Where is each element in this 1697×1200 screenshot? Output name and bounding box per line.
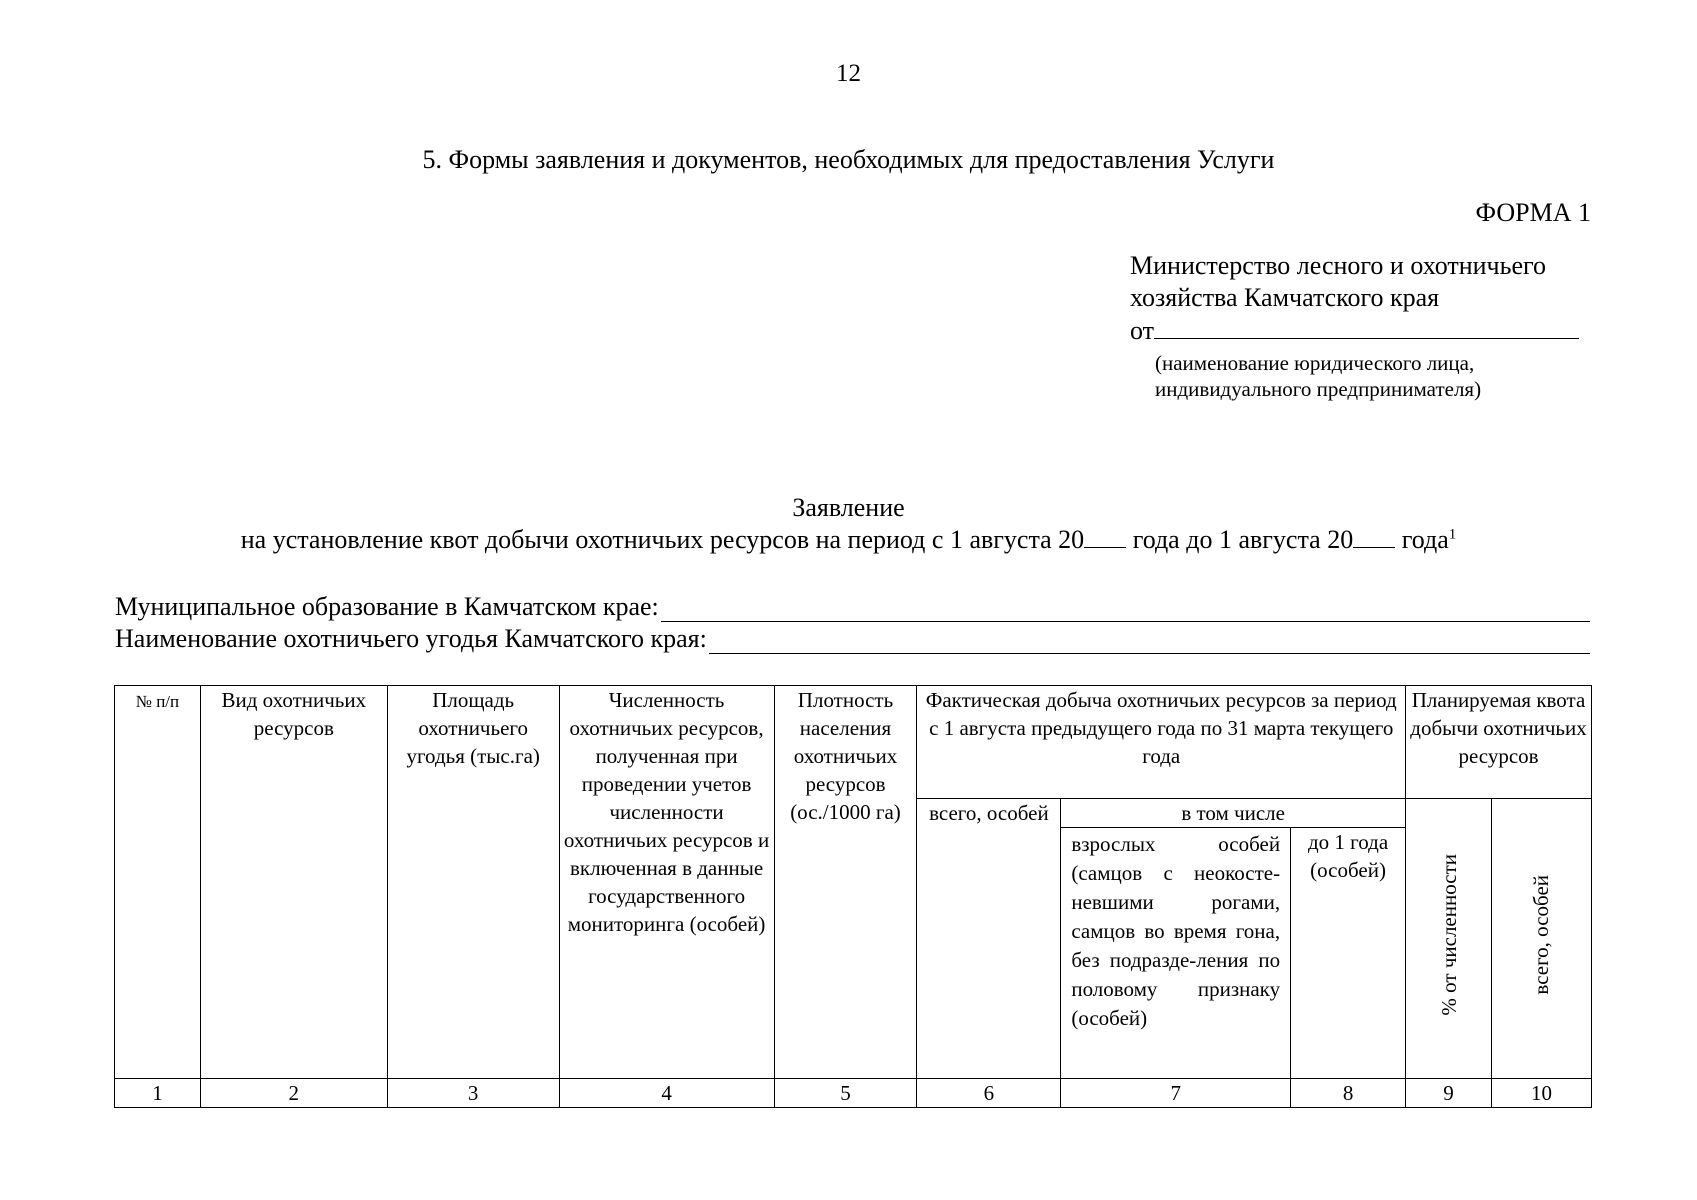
municipality-field[interactable] — [115, 592, 1590, 622]
municipality-label: Муниципальное образование в Камчатском крае: — [115, 592, 659, 621]
column-number: 5 — [774, 1079, 917, 1108]
year-blank-1[interactable] — [1084, 525, 1126, 548]
header-area: Площадь охотничьего угодья (тыс.га) — [387, 686, 559, 1079]
from-label: от — [1130, 316, 1155, 345]
addressee-note — [1155, 350, 1481, 402]
header-total-quota — [1491, 799, 1591, 1079]
column-number-row — [115, 1079, 1592, 1108]
column-number: 9 — [1406, 1079, 1492, 1108]
section-title: 5. Формы заявления и документов, необходимых для предоставления Услуги — [422, 145, 1275, 174]
header-adults: взрослых особей (самцов с неокосте-невшими рогами, самцов во время гона, без подразде-ления по половому признаку (особей) — [1061, 828, 1291, 1079]
statement-subtitle — [0, 525, 1697, 555]
form-label: ФОРМА 1 — [1475, 198, 1591, 227]
year-blank-2[interactable] — [1353, 525, 1395, 548]
header-total: всего, особей — [917, 799, 1061, 1079]
column-number: 10 — [1491, 1079, 1591, 1108]
subtitle-part-2: года до 1 августа 20 — [1132, 525, 1354, 554]
addressee-note-line-2: индивидуального предпринимателя) — [1155, 377, 1482, 401]
hunting-ground-label: Наименование охотничьего угодья Камчатского края: — [115, 624, 707, 653]
quota-table — [114, 685, 1592, 1108]
addressee-note-line-1: (наименование юридического лица, — [1155, 351, 1475, 375]
column-number: 6 — [917, 1079, 1061, 1108]
subtitle-part-3: года — [1401, 525, 1449, 554]
header-young: до 1 года (особей) — [1291, 828, 1406, 1079]
header-count: Численность охотничьих ресурсов, полученная при проведении учетов численности охотничьих ресурсов и включенная в данные государственного мониторинга (особей) — [559, 686, 774, 1079]
header-planned-quota: Планируемая квота добычи охотничьих ресурсов — [1406, 686, 1592, 799]
hunting-ground-field[interactable] — [115, 624, 1590, 654]
municipality-line[interactable] — [661, 595, 1590, 622]
header-including: в том числе — [1061, 799, 1406, 828]
column-number: 7 — [1061, 1079, 1291, 1108]
addressee-line-1: Министерство лесного и охотничьего — [1130, 251, 1547, 280]
column-number: 8 — [1291, 1079, 1406, 1108]
header-density: Плотность населения охотничьих ресурсов (ос./1000 га) — [774, 686, 917, 1079]
addressee-block — [1130, 250, 1579, 347]
header-percent-text: % от численности — [1436, 854, 1461, 1016]
column-number: 4 — [559, 1079, 774, 1108]
page-number: 12 — [836, 60, 861, 87]
from-blank-line[interactable] — [1154, 314, 1579, 339]
column-number: 1 — [115, 1079, 201, 1108]
addressee-line-2: хозяйства Камчатского края — [1130, 283, 1440, 312]
header-species: Вид охотничьих ресурсов — [200, 686, 387, 1079]
column-number: 3 — [387, 1079, 559, 1108]
header-percent — [1406, 799, 1492, 1079]
subtitle-part-1: на установление квот добычи охотничьих ресурсов на период с 1 августа 20 — [240, 525, 1085, 554]
footnote-mark: 1 — [1448, 526, 1457, 543]
from-field[interactable] — [1130, 314, 1579, 347]
header-actual-harvest: Фактическая добыча охотничьих ресурсов за период с 1 августа предыдущего года по 31 марта текущего года — [917, 686, 1406, 799]
column-number: 2 — [200, 1079, 387, 1108]
header-total-quota-text: всего, особей — [1529, 875, 1554, 995]
header-number: № п/п — [115, 686, 201, 1079]
statement-title: Заявление — [792, 493, 905, 522]
hunting-ground-line[interactable] — [709, 627, 1590, 654]
